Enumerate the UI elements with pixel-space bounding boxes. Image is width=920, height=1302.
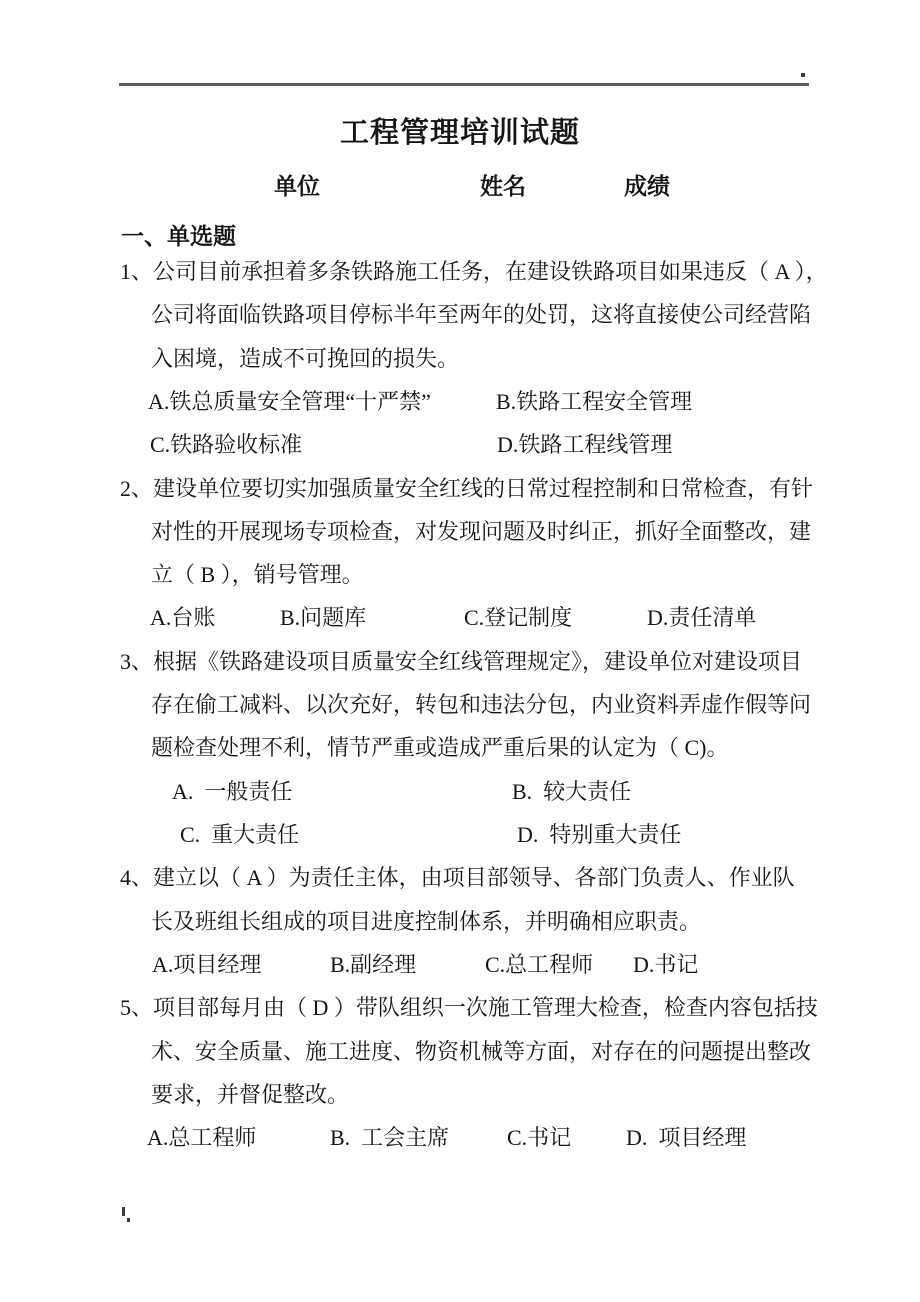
- header-rule: [119, 83, 809, 86]
- q2-line-1: 2、建设单位要切实加强质量安全红线的日常过程控制和日常检查，有针: [120, 476, 814, 501]
- q2-options-row: [0, 604, 920, 634]
- field-label-name: 姓名: [480, 174, 526, 199]
- page-title: 工程管理培训试题: [339, 117, 580, 149]
- q1-options-row-1: [0, 388, 920, 418]
- q3-option-d: D. 特别重大责任: [517, 822, 682, 847]
- q5-option-d: D. 项目经理: [626, 1125, 747, 1150]
- speck-bottom-left-1: [122, 1207, 125, 1216]
- q1-line-2: 公司将面临铁路项目停标半年至两年的处罚，这将直接使公司经营陷: [151, 302, 812, 327]
- q1-line-3: 入困境，造成不可挽回的损失。: [151, 346, 460, 371]
- q1-option-d: D.铁路工程线管理: [497, 432, 673, 457]
- q3-option-c: C. 重大责任: [180, 822, 300, 847]
- q4-option-d: D.书记: [633, 952, 699, 977]
- q4-options-row: [0, 951, 920, 981]
- q2-line-3: 立（ B ），销号管理。: [151, 562, 364, 587]
- q1-line-1: 1、公司目前承担着多条铁路施工任务，在建设铁路项目如果违反（ A ），: [120, 259, 828, 284]
- q2-option-d: D.责任清单: [647, 605, 757, 630]
- section-heading: 一、单选题: [121, 224, 236, 249]
- q1-options-row-2: [0, 431, 920, 461]
- speck-bottom-left-2: [127, 1218, 130, 1222]
- q5-option-b: B. 工会主席: [330, 1125, 450, 1150]
- header-fields-row: [0, 168, 920, 198]
- field-label-unit: 单位: [274, 174, 320, 199]
- q5-options-row: [0, 1124, 920, 1154]
- q4-option-a: A.项目经理: [152, 952, 262, 977]
- q5-line-2: 术、安全质量、施工进度、物资机械等方面，对存在的问题提出整改: [151, 1039, 812, 1064]
- q2-line-2: 对性的开展现场专项检查，对发现问题及时纠正，抓好全面整改，建: [151, 519, 812, 544]
- q3-option-a: A. 一般责任: [172, 779, 293, 804]
- q4-option-c: C.总工程师: [485, 952, 594, 977]
- q1-option-c: C.铁路验收标准: [150, 432, 303, 457]
- q5-option-a: A.总工程师: [147, 1125, 257, 1150]
- q3-option-b: B. 较大责任: [512, 779, 632, 804]
- q3-options-row-1: [0, 778, 920, 808]
- q4-line-1: 4、建立以（ A ）为责任主体，由项目部领导、各部门负责人、作业队: [120, 865, 795, 890]
- q2-option-c: C.登记制度: [464, 605, 573, 630]
- q4-option-b: B.副经理: [330, 952, 417, 977]
- q3-line-2: 存在偷工减料、以次充好，转包和违法分包，内业资料弄虚作假等问: [151, 692, 812, 717]
- field-label-score: 成绩: [624, 174, 670, 199]
- q5-line-1: 5、项目部每月由（ D ）带队组织一次施工管理大检查，检查内容包括技: [120, 995, 818, 1020]
- q5-line-3: 要求，并督促整改。: [151, 1082, 350, 1107]
- q3-line-3: 题检查处理不利，情节严重或造成严重后果的认定为（ C)。: [151, 735, 729, 760]
- speck-top-right: [801, 73, 805, 77]
- q5-option-c: C.书记: [507, 1125, 572, 1150]
- q1-option-a: A.铁总质量安全管理“十严禁”: [148, 389, 431, 414]
- q2-option-b: B.问题库: [280, 605, 367, 630]
- q2-option-a: A.台账: [150, 605, 216, 630]
- q3-options-row-2: [0, 821, 920, 851]
- q1-option-b: B.铁路工程安全管理: [496, 389, 693, 414]
- q4-line-2: 长及班组长组成的项目进度控制体系，并明确相应职责。: [151, 909, 702, 934]
- q3-line-1: 3、根据《铁路建设项目质量安全红线管理规定》，建设单位对建设项目: [120, 649, 803, 674]
